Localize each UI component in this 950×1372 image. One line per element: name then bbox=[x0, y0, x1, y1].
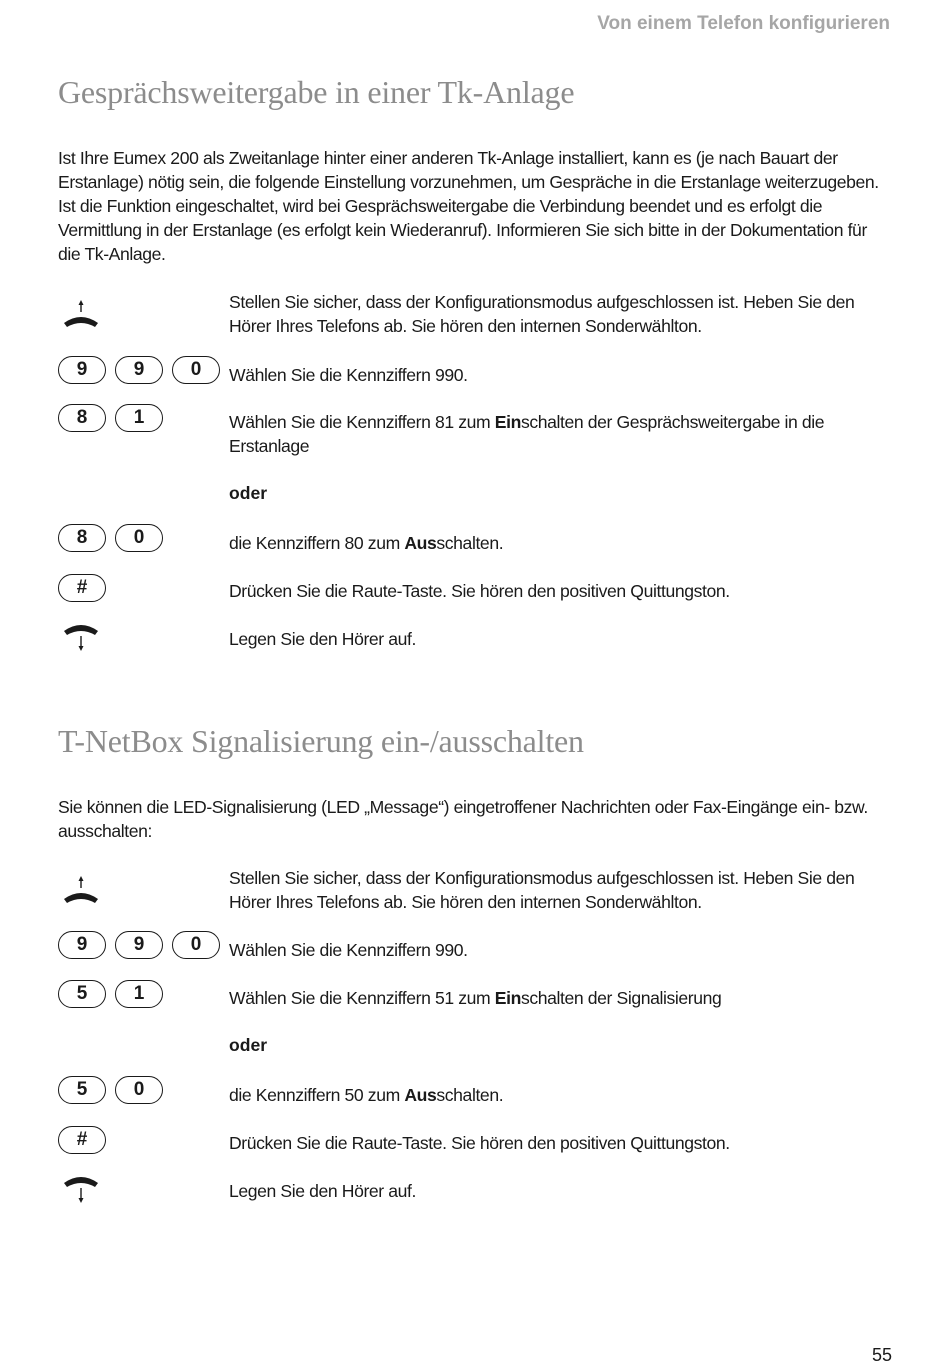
key-button: 5 bbox=[58, 980, 106, 1008]
section-title: T-NetBox Signalisierung ein-/ausschalten bbox=[58, 723, 584, 759]
handset-hangup-icon bbox=[62, 1174, 100, 1204]
step-hangup-text: Legen Sie den Hörer auf. bbox=[229, 1181, 416, 1201]
hash-key: # bbox=[58, 574, 106, 602]
section-intro: Ist Ihre Eumex 200 als Zweitanlage hinter einer anderen Tk-Anlage installiert, kann es (je nach Bauart der Erstanlage) nötig sein, die folgende Einstellung vorzunehmen, um Gespräche in die Erstanlage weiterzugeben. Ist die Funktion eingeschaltet, wird bei Gesprächsweitergabe die Verbindung beendet und es erfolgt die Vermittlung in der Erstanlage (es erfolgt kein Wiederanruf). Informieren Sie sich bitte in der Dokumentation für die Tk-Anlage. bbox=[58, 148, 879, 264]
step-hash-text: Drücken Sie die Raute-Taste. Sie hören den positiven Quittungston. bbox=[229, 581, 730, 601]
step-hangup-text: Legen Sie den Hörer auf. bbox=[229, 629, 416, 649]
step-enable-text: Wählen Sie die Kennziffern 51 zum Einschalten der Signalisierung bbox=[229, 988, 722, 1008]
key-button: 1 bbox=[115, 404, 163, 432]
page-number: 55 bbox=[871, 1345, 892, 1365]
section-title: Gesprächsweitergabe in einer Tk-Anlage bbox=[58, 74, 575, 110]
step-lift-text: Stellen Sie sicher, dass der Konfigurationsmodus aufgeschlossen ist. Heben Sie den Hörer Ihres Telefons ab. Sie hören den internen Sonderwählton. bbox=[229, 292, 855, 336]
key-button: 8 bbox=[58, 404, 106, 432]
running-head: Von einem Telefon konfigurieren bbox=[597, 13, 890, 34]
key-button: 1 bbox=[115, 980, 163, 1008]
key-button: 0 bbox=[115, 524, 163, 552]
step-dial-code-text: Wählen Sie die Kennziffern 990. bbox=[229, 365, 468, 385]
or-separator: oder bbox=[229, 1035, 268, 1055]
key-button: 9 bbox=[58, 931, 106, 959]
handset-lift-icon bbox=[62, 876, 100, 906]
key-button: 8 bbox=[58, 524, 106, 552]
handset-lift-icon bbox=[62, 300, 100, 330]
key-button: 9 bbox=[115, 356, 163, 384]
key-button: 9 bbox=[58, 356, 106, 384]
key-button: 0 bbox=[172, 356, 220, 384]
hash-key: # bbox=[58, 1126, 106, 1154]
step-disable-text: die Kennziffern 50 zum Ausschalten. bbox=[229, 1085, 504, 1105]
step-dial-code-text: Wählen Sie die Kennziffern 990. bbox=[229, 940, 468, 960]
step-disable-text: die Kennziffern 80 zum Ausschalten. bbox=[229, 533, 504, 553]
step-hash-text: Drücken Sie die Raute-Taste. Sie hören den positiven Quittungston. bbox=[229, 1133, 730, 1153]
handset-hangup-icon bbox=[62, 622, 100, 652]
step-lift-text: Stellen Sie sicher, dass der Konfigurationsmodus aufgeschlossen ist. Heben Sie den Hörer Ihres Telefons ab. Sie hören den internen Sonderwählton. bbox=[229, 868, 855, 912]
key-button: 5 bbox=[58, 1076, 106, 1104]
key-button: 0 bbox=[115, 1076, 163, 1104]
section-intro: Sie können die LED-Signalisierung (LED „Message“) eingetroffener Nachrichten oder Fax-Eingänge ein- bzw. ausschalten: bbox=[58, 797, 868, 841]
key-button: 9 bbox=[115, 931, 163, 959]
step-enable-text: Wählen Sie die Kennziffern 81 zum Einschalten der Gesprächsweitergabe in die Erstanlage bbox=[229, 412, 825, 456]
key-button: 0 bbox=[172, 931, 220, 959]
or-separator: oder bbox=[229, 483, 268, 503]
